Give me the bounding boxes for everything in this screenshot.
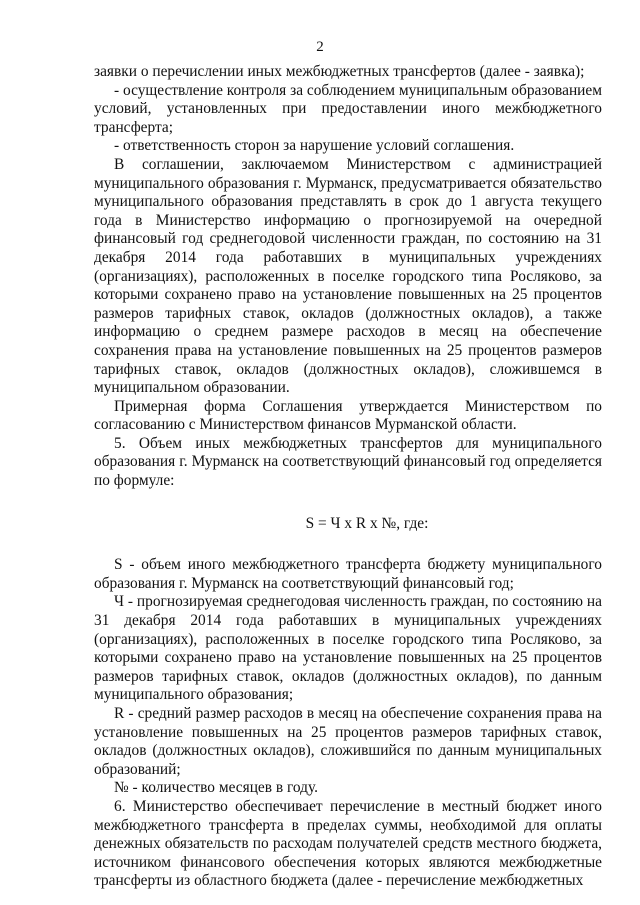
definition-ch: Ч - прогнозируемая среднегодовая численность граждан, по состоянию на 31 декабря 2014 года работавших в муниципальных учреждениях (организациях), расположенных в поселке городского типа Росляково, за которыми сохранено право на установление повышенных на 25 процентов размеров тарифных ставок, окладов (должностных окладов), по данным муниципального образования; <box>94 593 602 704</box>
formula: S = Ч x R x №, где: <box>305 514 429 532</box>
paragraph-agreement-form: Примерная форма Соглашения утверждается Министерством по согласованию с Министерством финансов Мурманской области. <box>94 397 602 434</box>
document-body <box>94 63 602 891</box>
definition-s: S - объем иного межбюджетного трансферта бюджету муниципального образования г. Мурманск на соответствующий финансовый год; <box>94 556 602 592</box>
paragraph-continuation: заявки о перечислении иных межбюджетных трансфертов (далее - заявка); <box>94 63 585 80</box>
paragraph-section-5: 5. Объем иных межбюджетных трансфертов для муниципального образования г. Мурманск на соответствующий финансовый год определяется по формуле: <box>94 434 602 490</box>
definition-r: R - средний размер расходов в месяц на обеспечение сохранения права на установление повышенных на 25 процентов размеров тарифных ставок, окладов (должностных окладов), сложившийся по данным муниципальных образований; <box>94 705 602 778</box>
page-number: 2 <box>316 39 324 55</box>
paragraph-list-item-control: - осуществление контроля за соблюдением муниципальным образованием условий, установленных при предоставлении иного межбюджетного трансферта; <box>94 81 602 136</box>
definition-months: № - количество месяцев в году. <box>114 779 318 797</box>
paragraph-agreement-obligations: В соглашении, заключаемом Министерством с администрацией муниципального образования г. Мурманск, предусматривается обязательство муниципального образования представлять в срок до 1 августа текущего года в Министерство информацию о прогнозируемой на очередной финансовый год среднегодовой численности граждан, по состоянию на 31 декабря 2014 года работавших в муниципальных учреждениях (организациях), расположенных в поселке городского типа Росляково, за которыми сохранено право на установление повышенных на 25 процентов размеров тарифных ставок, окладов (должностных окладов), а также информацию о среднем размере расходов в месяц на обеспечение сохранения права на установление повышенных на 25 процентов размеров тарифных ставок, окладов (должностных окладов), сложившемся в муниципальном образовании. <box>94 155 602 397</box>
paragraph-section-6: 6. Министерство обеспечивает перечисление в местный бюджет иного межбюджетного трансферта в пределах суммы, необходимой для оплаты денежных обязательств по расходам получателей средств местного бюджета, источником финансового обеспечения которых являются межбюджетные трансферты из областного бюджета (далее - перечисление межбюджетных <box>94 797 602 890</box>
paragraph-list-item-responsibility: - ответственность сторон за нарушение условий соглашения. <box>114 137 515 155</box>
